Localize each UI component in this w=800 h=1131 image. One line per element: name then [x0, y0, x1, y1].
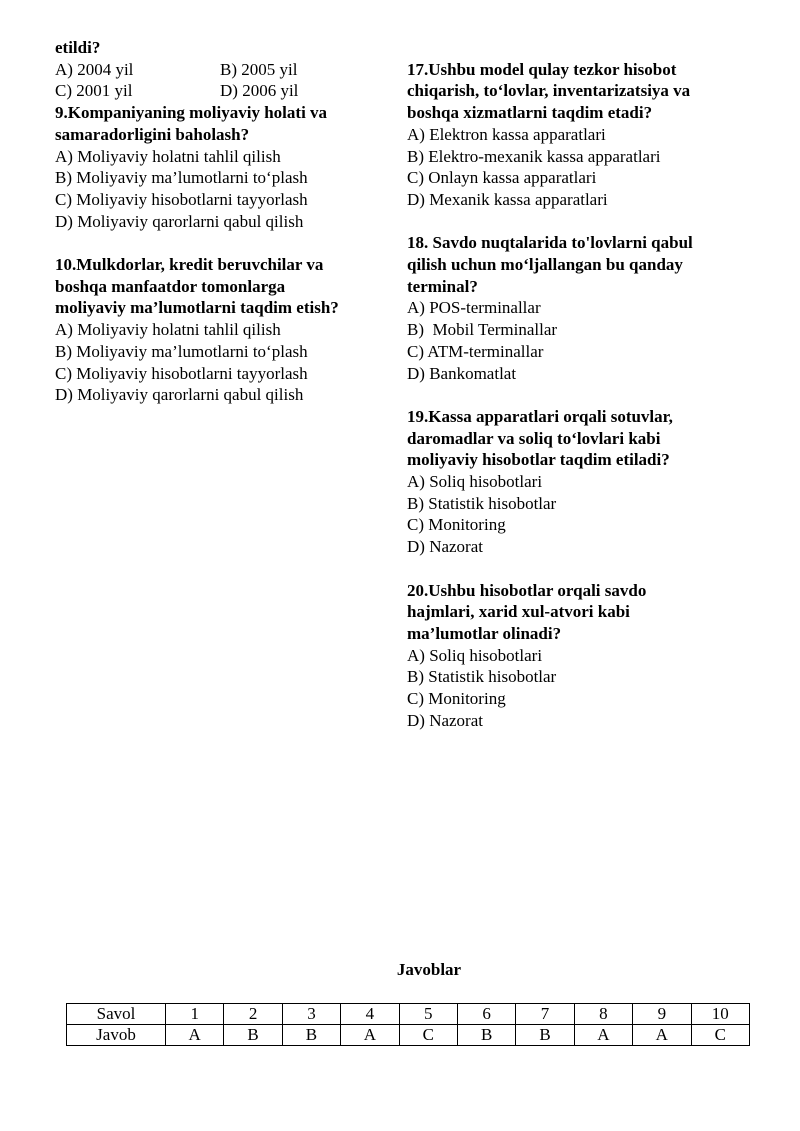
table-cell: 5: [399, 1004, 457, 1025]
option-b: B) Elektro-mexanik kassa apparatlari: [407, 146, 661, 166]
option-d: D) Mexanik kassa apparatlari: [407, 189, 608, 209]
question-title-line: boshqa xizmatlarni taqdim etadi?: [407, 103, 653, 123]
table-row-answers: [67, 1025, 750, 1046]
row-label-savol: Savol: [67, 1004, 166, 1025]
option-b: B) 2005 yil: [220, 59, 298, 79]
left-column: [55, 37, 385, 406]
table-cell: B: [516, 1025, 574, 1046]
option-c: C) Onlayn kassa apparatlari: [407, 168, 597, 188]
spacer: [407, 384, 757, 406]
option-a: A) Soliq hisobotlari: [407, 645, 543, 665]
table-cell: 1: [166, 1004, 224, 1025]
question-8-tail: etildi?: [55, 38, 101, 57]
spacer: [407, 211, 757, 233]
option-a: A) POS-terminallar: [407, 298, 541, 318]
row-label-javob: Javob: [67, 1025, 166, 1046]
question-8-options-row-2: [55, 80, 385, 102]
question-20: [407, 580, 757, 732]
table-cell: B: [457, 1025, 515, 1046]
table-cell: 6: [457, 1004, 515, 1025]
question-title-line: 19.Kassa apparatlari orqali sotuvlar,: [407, 406, 673, 426]
answers-title: Javoblar: [396, 960, 462, 979]
spacer: [407, 37, 757, 59]
option-c: C) Moliyaviy hisobotlarni tayyorlash: [55, 189, 308, 209]
table-cell: A: [574, 1025, 632, 1046]
question-19: [407, 406, 757, 558]
answers-table: [66, 1003, 750, 1046]
option-b: B) Moliyaviy ma’lumotlarni to‘plash: [55, 168, 308, 188]
table-row-questions: [67, 1004, 750, 1025]
table-cell: 2: [224, 1004, 282, 1025]
table-cell: 9: [633, 1004, 691, 1025]
question-title-line: daromadlar va soliq to‘lovlari kabi: [407, 428, 661, 448]
option-c: C) Moliyaviy hisobotlarni tayyorlash: [55, 363, 308, 383]
table-cell: C: [691, 1025, 749, 1046]
question-17: [407, 59, 757, 211]
table-cell: A: [633, 1025, 691, 1046]
option-d: D) Bankomatlat: [407, 363, 517, 383]
table-cell: 7: [516, 1004, 574, 1025]
question-title-line: terminal?: [407, 276, 478, 296]
question-title-line: moliyaviy ma’lumotlarni taqdim etish?: [55, 298, 339, 318]
option-c: C) ATM-terminallar: [407, 341, 544, 361]
table-cell: B: [282, 1025, 340, 1046]
table-cell: A: [341, 1025, 399, 1046]
option-d: D) Moliyaviy qarorlarni qabul qilish: [55, 385, 304, 405]
question-title-line: moliyaviy hisobotlar taqdim etiladi?: [407, 450, 670, 470]
question-title-line: ma’lumotlar olinadi?: [407, 623, 562, 643]
table-cell: C: [399, 1025, 457, 1046]
option-a: A) Soliq hisobotlari: [407, 472, 543, 492]
table-cell: A: [166, 1025, 224, 1046]
option-a: A) Moliyaviy holatni tahlil qilish: [55, 146, 281, 166]
question-title-line: boshqa manfaatdor tomonlarga: [55, 276, 286, 296]
table-cell: 8: [574, 1004, 632, 1025]
option-d: D) 2006 yil: [220, 81, 299, 101]
spacer: [407, 558, 757, 580]
option-d: D) Nazorat: [407, 710, 483, 730]
table-cell: 3: [282, 1004, 340, 1025]
option-a: A) Moliyaviy holatni tahlil qilish: [55, 320, 281, 340]
option-b: B) Statistik hisobotlar: [407, 667, 557, 687]
option-c: C) Monitoring: [407, 689, 506, 709]
question-title-line: qilish uchun mo‘ljallangan bu qanday: [407, 255, 683, 274]
right-column: [407, 37, 757, 731]
question-title-line: 9.Kompaniyaning moliyaviy holati va: [55, 103, 328, 123]
question-title-line: hajmlari, xarid xul-atvori kabi: [407, 602, 630, 622]
option-d: D) Moliyaviy qarorlarni qabul qilish: [55, 211, 304, 231]
question-18: [407, 232, 757, 384]
option-a: A) Elektron kassa apparatlari: [407, 124, 606, 144]
question-title-line: chiqarish, to‘lovlar, inventarizatsiya va: [407, 81, 691, 101]
question-8-options-row-1: [55, 59, 385, 81]
option-c: C) Monitoring: [407, 515, 506, 535]
option-c: C) 2001 yil: [55, 81, 133, 101]
option-d: D) Nazorat: [407, 537, 483, 557]
question-9: [55, 102, 385, 232]
option-b: B) Statistik hisobotlar: [407, 493, 557, 513]
question-title-line: 20.Ushbu hisobotlar orqali savdo: [407, 580, 647, 600]
question-title-line: 18. Savdo nuqtalarida to'lovlarni qabul: [407, 233, 693, 253]
question-title-line: samaradorligini baholash?: [55, 124, 250, 144]
question-title-line: 17.Ushbu model qulay tezkor hisobot: [407, 59, 677, 79]
option-b: B) Mobil Terminallar: [407, 320, 558, 340]
option-b: B) Moliyaviy ma’lumotlarni to‘plash: [55, 341, 308, 361]
table-cell: 10: [691, 1004, 749, 1025]
table-cell: 4: [341, 1004, 399, 1025]
question-10: [55, 254, 385, 406]
question-title-line: 10.Mulkdorlar, kredit beruvchilar va: [55, 255, 324, 275]
option-a: A) 2004 yil: [55, 59, 134, 79]
spacer: [55, 232, 385, 254]
table-cell: B: [224, 1025, 282, 1046]
